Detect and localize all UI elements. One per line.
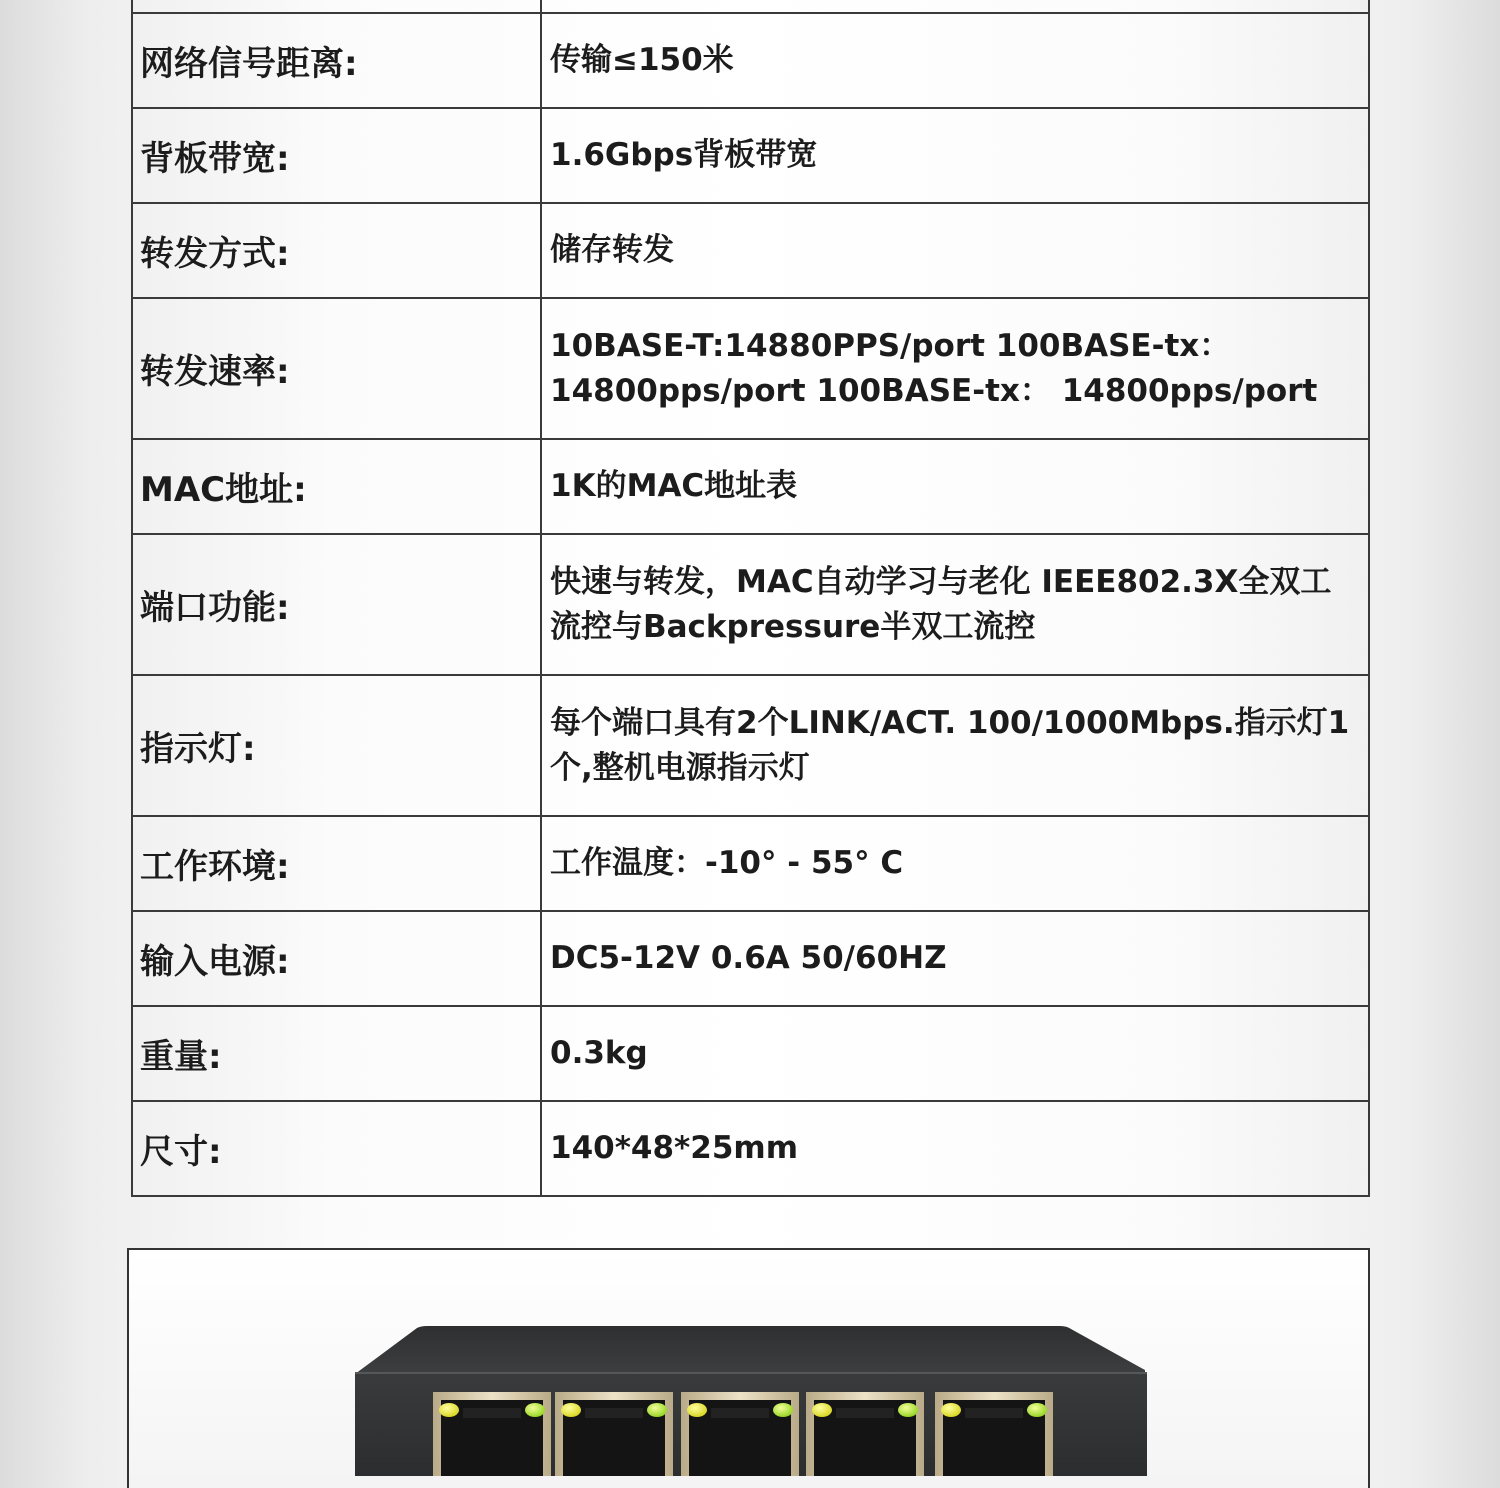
spec-label: MAC地址: [132,439,541,534]
port-latch [965,1408,1023,1418]
spec-label: 重量: [132,1006,541,1101]
spec-value: 140*48*25mm [541,1101,1369,1196]
spec-value: 快速与转发，MAC自动学习与老化 IEEE802.3X全双工流控与Backpressure半双工流控 [541,534,1369,675]
port-latch [711,1408,769,1418]
spec-value: 1.6Gbps背板带宽 [541,108,1369,203]
spec-label: 端口功能: [132,534,541,675]
led-green-icon [898,1403,918,1417]
spec-value: 0.3kg [541,1006,1369,1101]
led-yellow-icon [561,1403,581,1417]
spec-value: DC5-12V 0.6A 50/60HZ [541,911,1369,1006]
spec-row [132,0,1369,13]
port-latch [836,1408,894,1418]
led-yellow-icon [439,1403,459,1417]
network-switch-image [355,1326,1147,1476]
spec-row [132,298,1369,439]
spec-row [132,911,1369,1006]
spec-label: 转发方式: [132,203,541,298]
spec-label: 指示灯: [132,675,541,816]
led-green-icon [647,1403,667,1417]
led-green-icon [525,1403,545,1417]
spec-row [132,816,1369,911]
spec-value: 10BASE-T:14880PPS/port 100BASE-tx：14800pps/port 100BASE-tx： 14800pps/port [541,298,1369,439]
spec-label: 工作环境: [132,816,541,911]
port-latch [585,1408,643,1418]
port-latch [463,1408,521,1418]
led-yellow-icon [941,1403,961,1417]
spec-value: 1K的MAC地址表 [541,439,1369,534]
spec-row [132,13,1369,108]
spec-row [132,439,1369,534]
spec-label: 转发速率: [132,298,541,439]
spec-label: 尺寸: [132,1101,541,1196]
spec-label: 网络信号距离: [132,13,541,108]
led-green-icon [1027,1403,1047,1417]
spec-value: 每个端口具有2个LINK/ACT. 100/1000Mbps.指示灯1个,整机电源指示灯 [541,675,1369,816]
spec-value: 传输≤150米 [541,13,1369,108]
spec-row [132,675,1369,816]
led-green-icon [773,1403,793,1417]
spec-value [541,0,1369,13]
spec-value: 工作温度：-10° - 55° C [541,816,1369,911]
spec-value: 储存转发 [541,203,1369,298]
spec-row [132,1006,1369,1101]
spec-row [132,1101,1369,1196]
spec-row [132,203,1369,298]
spec-label [132,0,541,13]
spec-label: 输入电源: [132,911,541,1006]
spec-row [132,534,1369,675]
led-yellow-icon [812,1403,832,1417]
led-yellow-icon [687,1403,707,1417]
spec-label: 背板带宽: [132,108,541,203]
spec-row [132,108,1369,203]
spec-table [131,0,1370,1197]
